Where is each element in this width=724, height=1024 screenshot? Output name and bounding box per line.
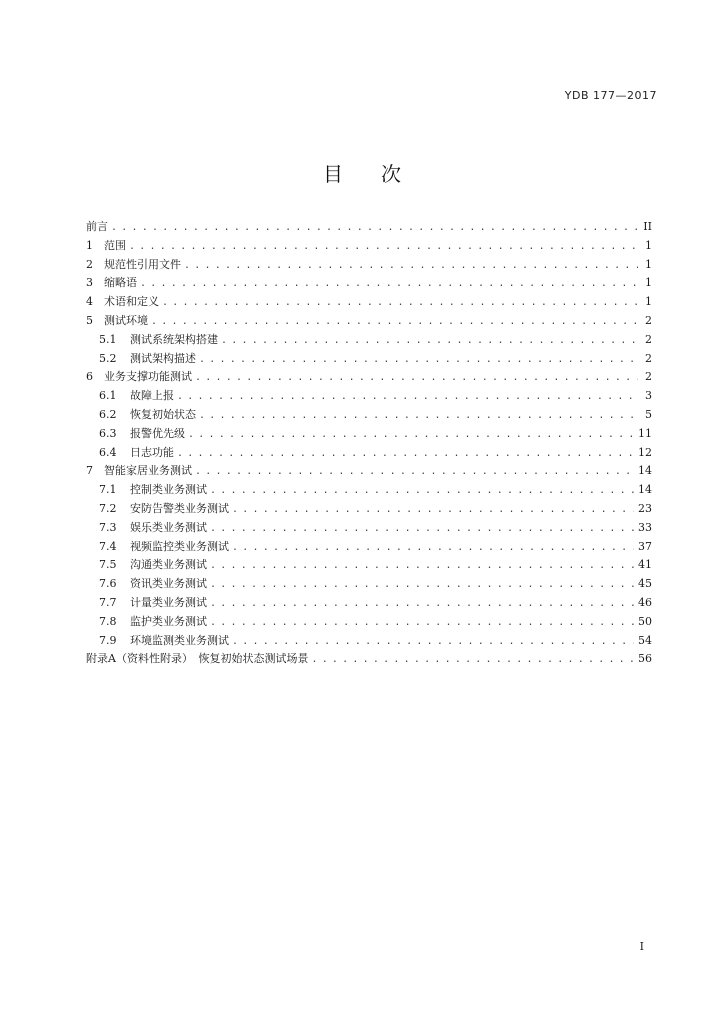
toc-entry[interactable] <box>86 293 652 312</box>
toc-entry-label <box>86 556 207 575</box>
toc-entry-page: 23 <box>638 501 652 515</box>
toc-entry[interactable] <box>86 350 652 369</box>
toc-entry-label <box>86 218 108 237</box>
toc-entry-number: 7.7 <box>99 595 117 609</box>
toc-entry-label <box>86 350 196 369</box>
toc-dot-leader <box>151 312 638 332</box>
toc-entry[interactable] <box>86 237 652 256</box>
toc-entry-number: 7.9 <box>99 633 117 647</box>
toc-entry-number: 5.2 <box>99 351 117 365</box>
page-number: I <box>639 940 644 953</box>
toc-entry-label <box>86 256 181 275</box>
toc-dot-leader <box>195 368 638 388</box>
toc-entry-label <box>86 368 192 387</box>
toc-entry-page: 1 <box>645 238 652 252</box>
toc-entry-text: 术语和定义 <box>104 295 159 309</box>
toc-entry-label <box>86 444 174 463</box>
toc-entry-label <box>86 575 207 594</box>
toc-dot-leader <box>232 538 634 558</box>
toc-dot-leader <box>232 500 634 520</box>
toc-entry[interactable] <box>86 650 652 669</box>
toc-entry-number: 4 <box>86 295 93 309</box>
toc-entry-page: 41 <box>638 558 652 572</box>
toc-dot-leader <box>199 406 638 426</box>
toc-entry-text: 测试环境 <box>104 313 148 327</box>
toc-entry-number: 7.1 <box>99 483 117 497</box>
toc-entry-text: 附录A（资料性附录） 恢复初始状态测试场景 <box>86 652 309 666</box>
toc-entry-label <box>86 274 137 293</box>
toc-entry-page: 56 <box>638 652 652 666</box>
toc-entry-label <box>86 538 229 557</box>
table-of-contents <box>86 218 652 669</box>
toc-entry[interactable] <box>86 274 652 293</box>
toc-entry-number: 7.3 <box>99 520 117 534</box>
toc-entry-number: 7 <box>86 464 93 478</box>
toc-entry[interactable] <box>86 312 652 331</box>
toc-dot-leader <box>195 462 634 482</box>
toc-entry[interactable] <box>86 575 652 594</box>
toc-entry-text: 规范性引用文件 <box>104 257 181 271</box>
toc-entry[interactable] <box>86 444 652 463</box>
toc-entry-text: 业务支撑功能测试 <box>104 370 192 384</box>
toc-entry[interactable] <box>86 368 652 387</box>
toc-entry-number: 7.2 <box>99 501 117 515</box>
toc-entry-number: 7.4 <box>99 539 117 553</box>
toc-entry[interactable] <box>86 425 652 444</box>
toc-entry-text: 资讯类业务测试 <box>130 577 207 591</box>
toc-entry-number: 6 <box>86 370 93 384</box>
title-char-2: 次 <box>381 162 401 186</box>
toc-dot-leader <box>210 594 634 614</box>
toc-dot-leader <box>177 444 634 464</box>
toc-entry[interactable] <box>86 556 652 575</box>
toc-entry-number: 5 <box>86 313 93 327</box>
toc-entry-text: 恢复初始状态 <box>130 407 196 421</box>
toc-entry-number: 5.1 <box>99 332 117 346</box>
toc-entry-page: 3 <box>645 389 652 403</box>
toc-entry-label <box>86 293 159 312</box>
toc-entry-label <box>86 237 126 256</box>
toc-entry-label <box>86 632 229 651</box>
toc-entry-label <box>86 500 229 519</box>
page-title <box>0 158 724 187</box>
toc-entry[interactable] <box>86 519 652 538</box>
toc-entry-page: 46 <box>638 595 652 609</box>
toc-entry[interactable] <box>86 481 652 500</box>
toc-entry-label <box>86 406 196 425</box>
toc-entry-number: 3 <box>86 276 93 290</box>
toc-entry-text: 缩略语 <box>104 276 137 290</box>
toc-entry-page: 1 <box>645 257 652 271</box>
toc-entry-text: 计量类业务测试 <box>130 595 207 609</box>
toc-entry-number: 7.6 <box>99 577 117 591</box>
title-char-1: 目 <box>323 162 343 186</box>
toc-entry-page: 12 <box>638 445 652 459</box>
toc-entry[interactable] <box>86 462 652 481</box>
toc-entry-text: 监护类业务测试 <box>130 614 207 628</box>
toc-entry-page: 1 <box>645 276 652 290</box>
toc-entry-page: 2 <box>645 313 652 327</box>
toc-entry-page: 2 <box>645 332 652 346</box>
toc-entry-label <box>86 519 207 538</box>
toc-dot-leader <box>232 632 634 652</box>
toc-entry-text: 安防告警类业务测试 <box>130 501 229 515</box>
toc-dot-leader <box>210 556 634 576</box>
toc-entry-label <box>86 425 185 444</box>
toc-entry-number: 6.1 <box>99 389 117 403</box>
toc-entry[interactable] <box>86 500 652 519</box>
toc-entry-number: 7.8 <box>99 614 117 628</box>
toc-entry-text: 娱乐类业务测试 <box>130 520 207 534</box>
toc-entry-page: 37 <box>638 539 652 553</box>
toc-dot-leader <box>210 613 634 633</box>
toc-dot-leader <box>140 274 638 294</box>
toc-entry-number: 2 <box>86 257 93 271</box>
toc-dot-leader <box>111 218 638 238</box>
toc-entry-label <box>86 312 148 331</box>
toc-dot-leader <box>129 237 638 257</box>
toc-entry-text: 故障上报 <box>130 389 174 403</box>
document-code: YDB 177—2017 <box>564 89 657 102</box>
toc-entry-number: 1 <box>86 238 93 252</box>
toc-entry-text: 视频监控类业务测试 <box>130 539 229 553</box>
toc-dot-leader <box>188 425 634 445</box>
toc-entry-text: 环境监测类业务测试 <box>130 633 229 647</box>
toc-entry-page: 14 <box>638 483 652 497</box>
toc-entry-page: 5 <box>645 407 652 421</box>
toc-entry-label <box>86 650 308 669</box>
toc-entry-page: 2 <box>645 351 652 365</box>
toc-entry[interactable] <box>86 331 652 350</box>
toc-entry-page: 50 <box>638 614 652 628</box>
toc-entry-label <box>86 387 174 406</box>
toc-entry-page: 1 <box>645 295 652 309</box>
toc-entry-page: 45 <box>638 577 652 591</box>
toc-dot-leader <box>162 293 638 313</box>
toc-entry[interactable] <box>86 632 652 651</box>
toc-entry-number: 7.5 <box>99 558 117 572</box>
toc-entry[interactable] <box>86 218 652 237</box>
toc-entry-page: 33 <box>638 520 652 534</box>
toc-entry[interactable] <box>86 613 652 632</box>
toc-entry[interactable] <box>86 594 652 613</box>
toc-entry-page: 14 <box>638 464 652 478</box>
toc-entry-page: 54 <box>638 633 652 647</box>
toc-entry-text: 测试架构描述 <box>130 351 196 365</box>
toc-entry-text: 沟通类业务测试 <box>130 558 207 572</box>
toc-entry-number: 6.2 <box>99 407 117 421</box>
toc-entry-text: 报警优先级 <box>130 426 185 440</box>
toc-entry-text: 前言 <box>86 220 108 233</box>
toc-entry-text: 日志功能 <box>130 445 174 459</box>
toc-entry[interactable] <box>86 406 652 425</box>
toc-entry-page: II <box>643 220 652 233</box>
toc-entry-page: 2 <box>645 370 652 384</box>
toc-entry[interactable] <box>86 256 652 275</box>
toc-entry-text: 控制类业务测试 <box>130 483 207 497</box>
toc-entry-page: 11 <box>638 426 652 440</box>
toc-entry-label <box>86 481 207 500</box>
toc-entry[interactable] <box>86 538 652 557</box>
toc-entry-number: 6.3 <box>99 426 117 440</box>
toc-entry[interactable] <box>86 387 652 406</box>
toc-dot-leader <box>177 387 638 407</box>
toc-entry-text: 智能家居业务测试 <box>104 464 192 478</box>
toc-dot-leader <box>221 331 638 351</box>
toc-entry-number: 6.4 <box>99 445 117 459</box>
toc-dot-leader <box>199 350 638 370</box>
toc-dot-leader <box>210 575 634 595</box>
toc-dot-leader <box>210 519 634 539</box>
toc-entry-text: 范围 <box>104 238 126 252</box>
toc-dot-leader <box>311 650 634 670</box>
toc-dot-leader <box>210 481 634 501</box>
toc-entry-label <box>86 331 218 350</box>
toc-entry-label <box>86 462 192 481</box>
toc-entry-label <box>86 613 207 632</box>
toc-entry-label <box>86 594 207 613</box>
toc-entry-text: 测试系统架构搭建 <box>130 332 218 346</box>
toc-dot-leader <box>184 256 638 276</box>
